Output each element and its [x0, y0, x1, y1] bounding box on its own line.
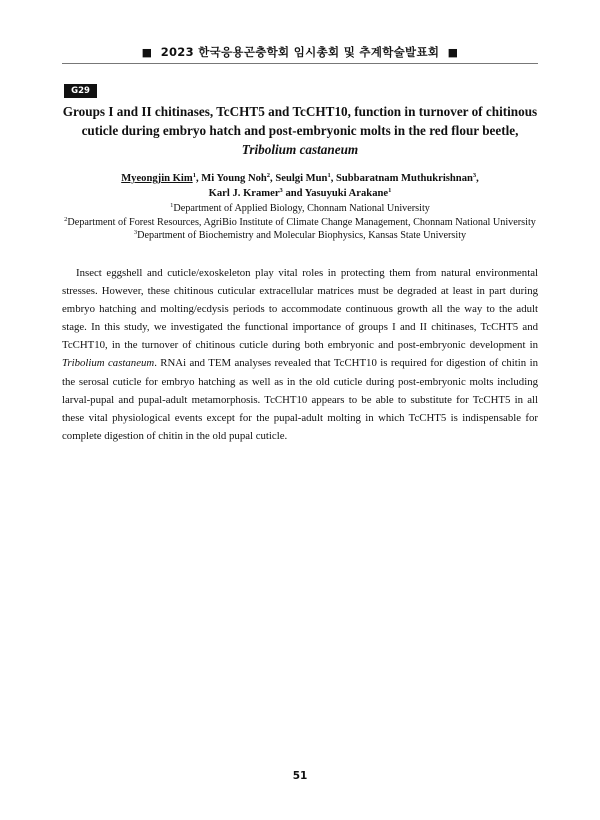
paper-title: [62, 102, 538, 159]
affiliation-mark: 1: [170, 202, 174, 209]
abstract-text: Insect eggshell and cuticle/exoskeleton play vital roles in protecting them from natural environmental stresses. However, these chitinous cuticular extracellular matrices must be degraded at least in part during embryo hatching and molting/ecdysis periods to accommodate continuous growth all the way to the adult stage. In this study, we investigated the functional importance of groups I and II chitinases, TcCHT5 and TcCHT10, in the turnover of chitinous cuticle during both embryonic and post-embryonic development in: [62, 267, 538, 352]
author-affiliation-mark: 1: [388, 187, 392, 194]
author-name: Mi Young Noh: [201, 173, 267, 184]
author-list: [62, 171, 538, 201]
author-affiliation-mark: 1: [327, 172, 331, 179]
affiliation-line: [30, 216, 570, 230]
affiliation-mark: 2: [64, 215, 68, 223]
conference-header: [62, 44, 538, 60]
author-name: Subbaratnam Muthukrishnan: [336, 173, 473, 184]
affiliation-text: Department of Applied Biology, Chonnam National University: [173, 203, 430, 214]
page-number: 51: [292, 770, 308, 782]
author-affiliation-mark: 2: [266, 172, 271, 179]
affiliation-list: [30, 202, 570, 243]
affiliation-mark: 3: [133, 229, 138, 236]
author-affiliation-mark: 3: [279, 187, 283, 194]
author-separator: ,: [270, 173, 276, 184]
abstract-species: Tribolium castaneum: [62, 357, 155, 370]
author-affiliation-mark: 3: [472, 172, 477, 179]
abstract-id-badge: G29: [64, 84, 97, 98]
author-separator: ,: [330, 173, 336, 184]
presenting-author: Myeongjin Kim: [121, 173, 193, 184]
abstract-text: . RNAi and TEM analyses revealed that TcCHT10 is required for digestion of chitin in the serosal cuticle for embryo hatching as well as in the old cuticle during post-embryonic molts including larval-pupal and pupal-adult metamorphosis. TcCHT10 appears to be able to substitute for TcCHT5 in all these vital physiological events except for the pupal-adult molting in which TcCHT5 is indispensable for complete digestion of chitin in the old pupal cuticle.: [62, 357, 538, 442]
affiliation-line: [30, 229, 570, 243]
abstract-body: [62, 264, 538, 445]
conference-title: 2023 한국응용곤충학회 임시총회 및 추계학술발표회: [160, 45, 440, 59]
title-line: cuticle during embryo hatch and post-embryonic molts in the red flour beetle,: [81, 123, 519, 138]
square-bullet-icon: ■: [447, 46, 459, 59]
title-species: Tribolium castaneum: [241, 142, 359, 157]
author-name: Karl J. Kramer: [208, 188, 280, 199]
author-separator: ,: [195, 173, 202, 184]
affiliation-text: Department of Biochemistry and Molecular Biophysics, Kansas State University: [137, 230, 467, 241]
author-affiliation-mark: 1: [192, 172, 196, 179]
header-divider: [62, 63, 538, 64]
title-line: Groups I and II chitinases, TcCHT5 and TcCHT10, function in turnover of chitinous: [62, 104, 538, 119]
author-separator: and: [282, 188, 305, 199]
affiliation-text: Department of Forest Resources, AgriBio Institute of Climate Change Management, Chonnam National University: [67, 216, 536, 228]
square-bullet-icon: ■: [141, 46, 153, 59]
affiliation-line: [30, 202, 570, 216]
author-name: Seulgi Mun: [275, 173, 328, 184]
author-separator: ,: [476, 173, 479, 184]
author-name: Yasuyuki Arakane: [304, 188, 389, 199]
